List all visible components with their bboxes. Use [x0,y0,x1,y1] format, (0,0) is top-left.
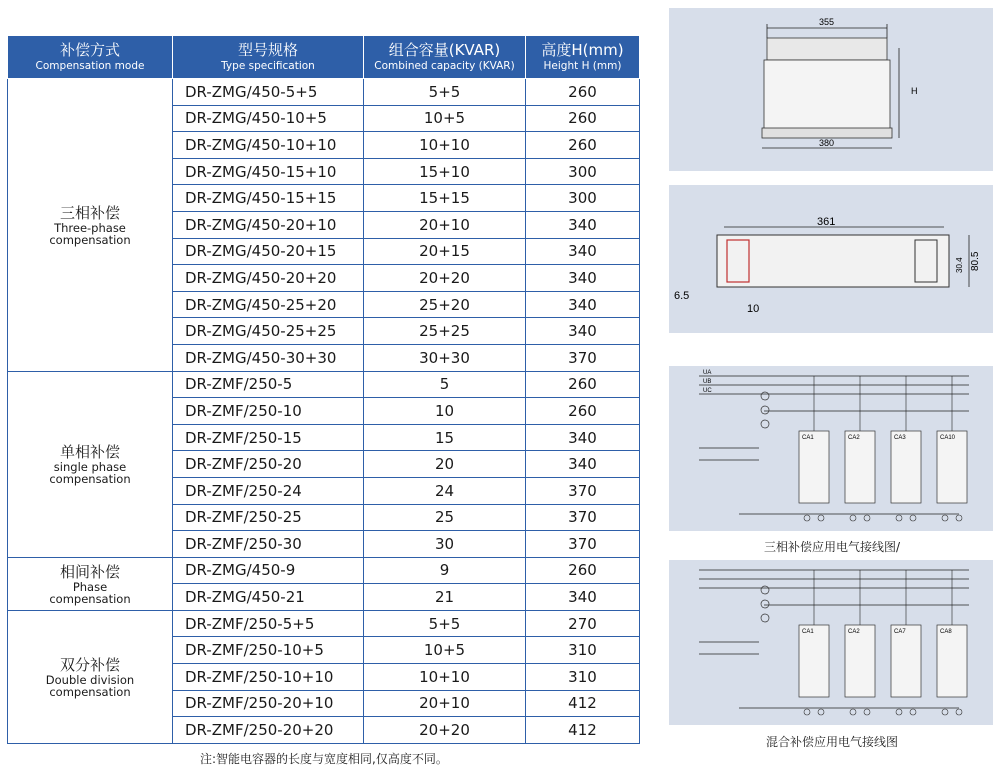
height-cell: 340 [526,451,640,478]
top-view-drawing [669,185,993,333]
dim-6-5: 6.5 [674,290,690,302]
height-cell: 310 [526,664,640,691]
height-cell: 340 [526,211,640,238]
table-row [8,79,640,106]
capacity-cell: 25+20 [364,291,526,318]
type-cell: DR-ZMF/250-10 [173,398,364,425]
type-cell: DR-ZMG/450-15+15 [173,185,364,212]
height-cell: 340 [526,265,640,292]
table-row [8,557,640,584]
wiring-diagram-1 [669,366,993,531]
table-row [8,610,640,637]
height-cell: 412 [526,690,640,717]
header-capacity: 组合容量(KVAR) Combined capacity (KVAR) [364,36,526,79]
dim-10: 10 [747,303,760,315]
dim-361: 361 [817,216,836,228]
wiring-label: UB [703,379,712,385]
height-cell: 340 [526,291,640,318]
capacity-cell: 9 [364,557,526,584]
capacity-cell: 20+15 [364,238,526,265]
height-cell: 370 [526,531,640,558]
top-view-panel [669,185,993,333]
height-cell: 310 [526,637,640,664]
height-cell: 260 [526,398,640,425]
front-view-panel [669,8,993,171]
mode-cell: 三相补偿 Three-phase compensation [8,79,173,372]
mode-cell: 单相补偿 single phase compensation [8,371,173,557]
mode-cell: 双分补偿 Double division compensation [8,610,173,743]
capacity-cell: 5+5 [364,610,526,637]
type-cell: DR-ZMF/250-20 [173,451,364,478]
capacity-cell: 30+30 [364,344,526,371]
height-cell: 340 [526,318,640,345]
wiring-panel-2 [669,560,993,725]
header-height: 高度H(mm) Height H (mm) [526,36,640,79]
type-cell: DR-ZMF/250-10+5 [173,637,364,664]
header-mode: 补偿方式 Compensation mode [8,36,173,79]
height-cell: 260 [526,132,640,159]
height-cell: 260 [526,79,640,106]
capacity-cell: 20+20 [364,717,526,744]
type-cell: DR-ZMG/450-10+10 [173,132,364,159]
capacity-cell: 25+25 [364,318,526,345]
height-cell: 370 [526,504,640,531]
spec-table [7,35,640,744]
mode-cell: 相间补偿 Phase compensation [8,557,173,610]
capacity-cell: 15 [364,424,526,451]
type-cell: DR-ZMF/250-5+5 [173,610,364,637]
dim-80-5: 80.5 [970,251,981,271]
type-cell: DR-ZMF/250-20+20 [173,717,364,744]
type-cell: DR-ZMG/450-9 [173,557,364,584]
height-cell: 260 [526,105,640,132]
wiring-label: UA [703,370,712,376]
height-cell: 340 [526,424,640,451]
capacity-cell: 25 [364,504,526,531]
table-note: 注:智能电容器的长度与宽度相同,仅高度不同。 [200,752,448,766]
type-cell: DR-ZMF/250-20+10 [173,690,364,717]
capacity-cell: 15+10 [364,158,526,185]
type-cell: DR-ZMG/450-25+25 [173,318,364,345]
dim-380: 380 [819,138,835,148]
capacity-cell: 24 [364,477,526,504]
height-cell: 340 [526,238,640,265]
capacity-cell: 21 [364,584,526,611]
type-cell: DR-ZMF/250-5 [173,371,364,398]
capacity-cell: 20+20 [364,265,526,292]
wiring-label: CA8 [940,629,952,635]
type-cell: DR-ZMF/250-15 [173,424,364,451]
capacity-cell: 20+10 [364,690,526,717]
type-cell: DR-ZMG/450-21 [173,584,364,611]
front-view-drawing [669,8,993,171]
wiring-label: CA10 [940,435,956,441]
table-row [8,371,640,398]
wiring-label: UC [703,388,712,394]
capacity-cell: 15+15 [364,185,526,212]
type-cell: DR-ZMF/250-10+10 [173,664,364,691]
wiring-label: CA2 [848,629,860,635]
capacity-cell: 20 [364,451,526,478]
table-header-row [8,36,640,79]
wiring-label: CA3 [894,435,906,441]
height-cell: 340 [526,584,640,611]
capacity-cell: 10+10 [364,664,526,691]
height-cell: 300 [526,185,640,212]
capacity-cell: 30 [364,531,526,558]
header-type: 型号规格 Type specification [173,36,364,79]
type-cell: DR-ZMG/450-20+15 [173,238,364,265]
dim-30-4: 30.4 [955,257,964,273]
wiring-caption-1: 三相补偿应用电气接线图/ [764,540,901,554]
capacity-cell: 10+5 [364,637,526,664]
capacity-cell: 5+5 [364,79,526,106]
height-cell: 370 [526,344,640,371]
height-cell: 300 [526,158,640,185]
wiring-label: CA2 [848,435,860,441]
type-cell: DR-ZMG/450-30+30 [173,344,364,371]
capacity-cell: 10+10 [364,132,526,159]
dim-h: H [911,86,918,96]
type-cell: DR-ZMG/450-5+5 [173,79,364,106]
height-cell: 412 [526,717,640,744]
type-cell: DR-ZMG/450-20+20 [173,265,364,292]
type-cell: DR-ZMG/450-10+5 [173,105,364,132]
wiring-caption-2: 混合补偿应用电气接线图 [766,735,899,749]
capacity-cell: 5 [364,371,526,398]
wiring-diagram-2 [669,560,993,725]
capacity-cell: 20+10 [364,211,526,238]
wiring-panel-1 [669,366,993,531]
capacity-cell: 10+5 [364,105,526,132]
height-cell: 260 [526,371,640,398]
type-cell: DR-ZMG/450-15+10 [173,158,364,185]
dim-355: 355 [819,17,835,27]
capacity-cell: 10 [364,398,526,425]
height-cell: 370 [526,477,640,504]
height-cell: 270 [526,610,640,637]
wiring-label: CA7 [894,629,906,635]
type-cell: DR-ZMG/450-25+20 [173,291,364,318]
wiring-label: CA1 [802,629,814,635]
type-cell: DR-ZMF/250-24 [173,477,364,504]
type-cell: DR-ZMG/450-20+10 [173,211,364,238]
height-cell: 260 [526,557,640,584]
type-cell: DR-ZMF/250-25 [173,504,364,531]
wiring-label: CA1 [802,435,814,441]
type-cell: DR-ZMF/250-30 [173,531,364,558]
